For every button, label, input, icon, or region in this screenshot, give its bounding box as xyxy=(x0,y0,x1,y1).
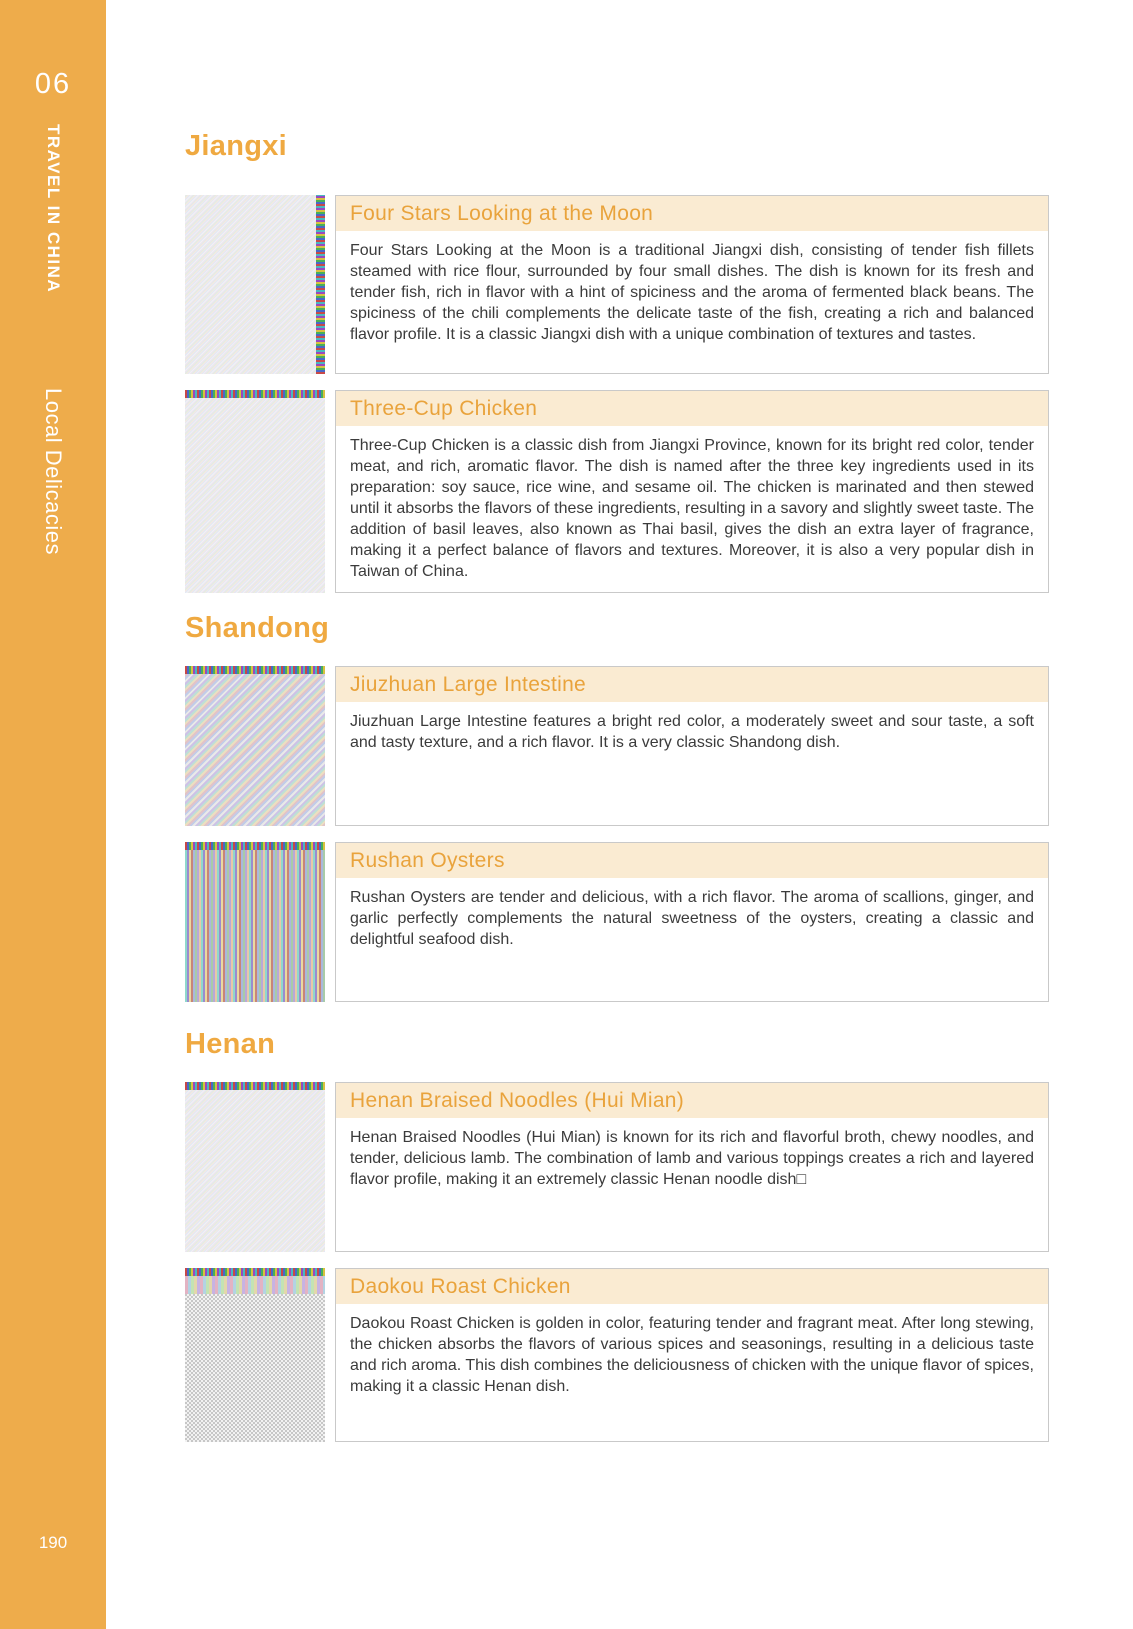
dish-card xyxy=(335,842,1049,1002)
dish-row xyxy=(185,842,1049,1002)
dish-row xyxy=(185,195,1049,374)
region-heading-henan: Henan xyxy=(185,1028,276,1060)
section-subtitle-wrap xyxy=(0,388,106,555)
dish-title: Daokou Roast Chicken xyxy=(350,1274,571,1298)
dish-photo-placeholder xyxy=(185,666,325,826)
dish-photo-placeholder xyxy=(185,842,325,1002)
dish-row xyxy=(185,1082,1049,1252)
dish-title-bar xyxy=(336,391,1048,426)
dish-photo-placeholder xyxy=(185,390,325,593)
page-number: 190 xyxy=(38,1533,68,1552)
chapter-title: TRAVEL IN CHINA xyxy=(44,124,63,294)
dish-card xyxy=(335,195,1049,374)
dish-title: Rushan Oysters xyxy=(350,848,505,872)
dish-description: Jiuzhuan Large Intestine features a bright red color, a moderately sweet and sour taste, a soft and tasty texture, and a rich flavor. It is a very classic Shandong dish. xyxy=(350,713,1034,751)
dish-card xyxy=(335,666,1049,826)
dish-photo-placeholder xyxy=(185,1082,325,1252)
dish-row xyxy=(185,666,1049,826)
dish-description: Three-Cup Chicken is a classic dish from Jiangxi Province, known for its bright red color, tender meat, and rich, aromatic flavor. The dish is named after the three key ingredients used in its preparation: soy sauce, rice wine, and sesame oil. The chicken is marinated and then stewed until it absorbs the flavors of these ingredients, resulting in a savory and slightly sweet taste. The addition of basil leaves, also known as Thai basil, gives the dish an extra layer of fragrance, making it a perfect balance of flavors and textures. Moreover, it is also a very popular dish in Taiwan of China. xyxy=(350,437,1034,580)
dish-row xyxy=(185,1268,1049,1442)
dish-photo-placeholder xyxy=(185,1268,325,1442)
dish-description: Daokou Roast Chicken is golden in color, featuring tender and fragrant meat. After long stewing, the chicken absorbs the flavors of various spices and seasonings, resulting in a delicious taste and rich aroma. This dish combines the deliciousness of chicken with the unique flavor of spices, making it a classic Henan dish. xyxy=(350,1315,1034,1395)
dish-title: Jiuzhuan Large Intestine xyxy=(350,672,587,696)
dish-description: Henan Braised Noodles (Hui Mian) is known for its rich and flavorful broth, chewy noodles, and tender, delicious lamb. The combination of lamb and various toppings creates a rich and layered flavor profile, making it an extremely classic Henan noodle dish□ xyxy=(350,1129,1034,1188)
dish-row xyxy=(185,390,1049,593)
region-heading-jiangxi: Jiangxi xyxy=(185,130,288,162)
dish-title-bar xyxy=(336,1269,1048,1304)
dish-title-bar xyxy=(336,667,1048,702)
dish-title: Three-Cup Chicken xyxy=(350,396,538,420)
page-content xyxy=(185,0,1049,1458)
dish-title: Henan Braised Noodles (Hui Mian) xyxy=(350,1088,685,1112)
dish-title-bar xyxy=(336,196,1048,231)
dish-description: Four Stars Looking at the Moon is a traditional Jiangxi dish, consisting of tender fish fillets steamed with rice flour, surrounded by four small dishes. The dish is known for its fresh and tender fish, rich in flavor with a hint of spiciness and the aroma of fermented black beans. The spiciness of the chili complements the delicate taste of the fish, creating a rich and balanced flavor profile. It is a classic Jiangxi dish with a unique combination of textures and tastes. xyxy=(350,242,1034,343)
dish-photo-placeholder xyxy=(185,195,325,374)
dish-title-bar xyxy=(336,843,1048,878)
dish-description: Rushan Oysters are tender and delicious, with a rich flavor. The aroma of scallions, ginger, and garlic perfectly complements the natural sweetness of the oysters, creating a classic and delightful seafood dish. xyxy=(350,889,1034,948)
dish-title-bar xyxy=(336,1083,1048,1118)
chapter-title-wrap xyxy=(0,124,106,293)
dish-title: Four Stars Looking at the Moon xyxy=(350,201,654,225)
dish-card xyxy=(335,390,1049,593)
section-subtitle: Local Delicacies xyxy=(41,388,66,555)
chapter-number: 06 xyxy=(34,68,72,100)
chapter-sidebar xyxy=(0,0,106,1629)
dish-card xyxy=(335,1082,1049,1252)
region-heading-shandong: Shandong xyxy=(185,612,330,644)
dish-card xyxy=(335,1268,1049,1442)
